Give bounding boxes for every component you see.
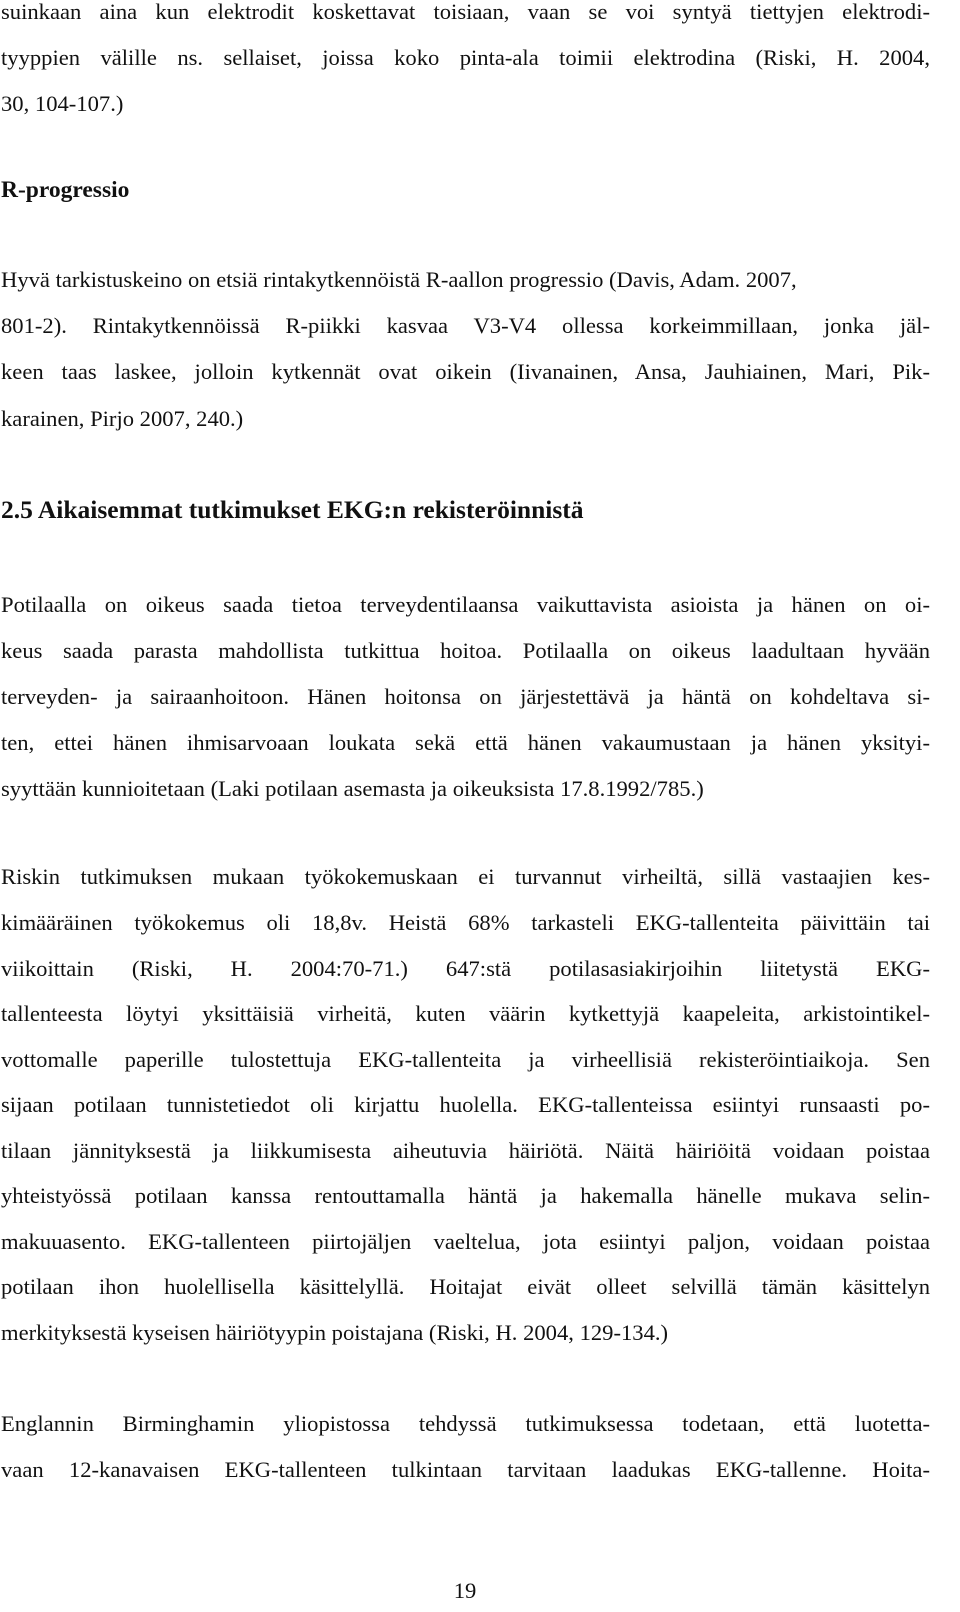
text-line: ten, ettei hänen ihmisarvoaan loukata sekä että hänen vakaumustaan ja hänen yksityi-: [1, 730, 930, 755]
text-line: yhteistyössä potilaan kanssa rentouttamalla häntä ja hakemalla hänelle mukava selin-: [1, 1183, 930, 1208]
text-line: Hyvä tarkistuskeino on etsiä rintakytkennöistä R-aallon progressio (Davis, Adam. 2007,: [1, 267, 797, 292]
text-line: kimääräinen työkokemus oli 18,8v. Heistä 68% tarkasteli EKG-tallenteita päivittäin tai: [1, 910, 930, 935]
text-line: vaan 12-kanavaisen EKG-tallenteen tulkintaan tarvitaan laadukas EKG-tallenne. Hoita-: [1, 1457, 930, 1482]
text-line: suinkaan aina kun elektrodit koskettavat toisiaan, vaan se voi syntyä tiettyjen elektrodi-: [1, 0, 930, 24]
text-line: tilaan jännityksestä ja liikkumisesta aiheutuvia häiriötä. Näitä häiriöitä voidaan poistaa: [1, 1138, 930, 1163]
text-line: tallenteesta löytyi yksittäisiä virheitä, kuten väärin kytkettyjä kaapeleita, arkistointikel-: [1, 1001, 930, 1026]
text-line: merkityksestä kyseisen häiriötyypin poistajana (Riski, H. 2004, 129-134.): [1, 1320, 669, 1345]
text-line: sijaan potilaan tunnistetiedot oli kirjattu huolella. EKG-tallenteissa esiintyi runsaasti po-: [1, 1092, 930, 1117]
text-line: tyyppien välille ns. sellaiset, joissa koko pinta-ala toimii elektrodina (Riski, H. 2004,: [1, 45, 930, 70]
text-line: keen taas laskee, jolloin kytkennät ovat oikein (Iivanainen, Ansa, Jauhiainen, Mari, Pik-: [1, 359, 930, 384]
text-line: Riskin tutkimuksen mukaan työkokemuskaan ei turvannut virheiltä, sillä vastaajien kes-: [1, 864, 930, 889]
text-line: vottomalle paperille tulostettuja EKG-tallenteita ja virheellisiä rekisteröintiaikoja. Sen: [1, 1047, 930, 1072]
text-line: 30, 104-107.): [1, 91, 124, 116]
text-line: 801-2). Rintakytkennöissä R-piikki kasvaa V3-V4 ollessa korkeimmillaan, jonka jäl-: [1, 313, 930, 338]
page-number: 19: [453, 1578, 477, 1603]
text-line: terveyden- ja sairaanhoitoon. Hänen hoitonsa on järjestettävä ja häntä on kohdeltava si-: [1, 684, 930, 709]
text-line: Englannin Birminghamin yliopistossa tehdyssä tutkimuksessa todetaan, että luotetta-: [1, 1411, 930, 1436]
text-line: keus saada parasta mahdollista tutkittua hoitoa. Potilaalla on oikeus laadultaan hyvään: [1, 638, 930, 663]
text-line: viikoittain (Riski, H. 2004:70-71.) 647:stä potilasasiakirjoihin liitetystä EKG-: [1, 956, 930, 981]
text-line: potilaan ihon huolellisella käsittelyllä. Hoitajat eivät olleet selvillä tämän käsittelyn: [1, 1274, 930, 1299]
text-line: karainen, Pirjo 2007, 240.): [1, 406, 244, 431]
section-heading-r-progressio: R-progressio: [1, 177, 130, 203]
text-line: makuuasento. EKG-tallenteen piirtojäljen vaeltelua, jota esiintyi paljon, voidaan poistaa: [1, 1229, 930, 1254]
text-line: syyttään kunnioitetaan (Laki potilaan asemasta ja oikeuksista 17.8.1992/785.): [1, 776, 704, 801]
text-line: Potilaalla on oikeus saada tietoa terveydentilaansa vaikuttavista asioista ja hänen on oi-: [1, 592, 930, 617]
section-heading-2-5: 2.5 Aikaisemmat tutkimukset EKG:n rekisteröinnistä: [1, 495, 584, 524]
